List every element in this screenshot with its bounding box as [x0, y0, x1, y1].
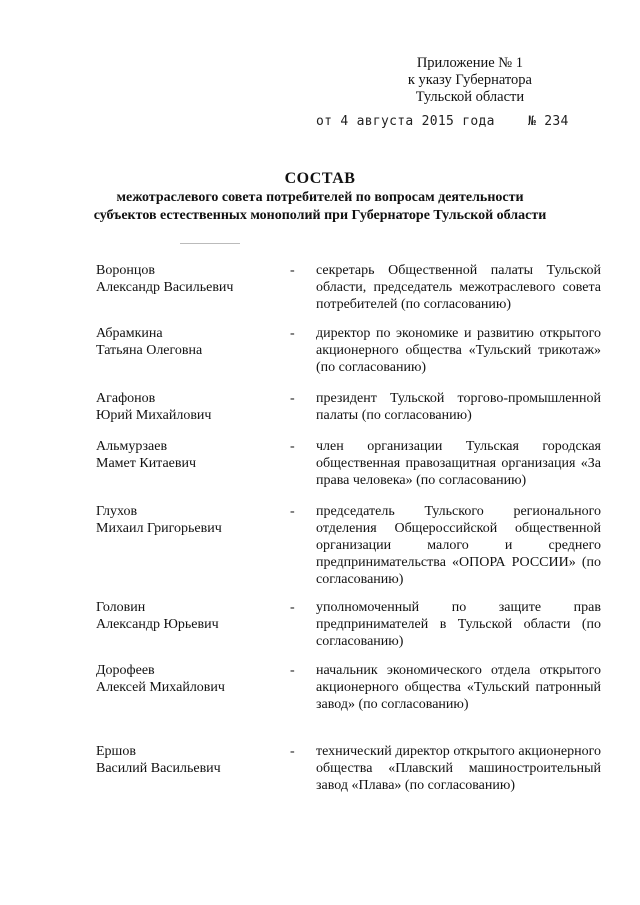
- member-role: председатель Тульского регионального отделения Общероссийской общественной организации малого и среднего предпринимательства «ОПОРА РОССИИ» (по согласованию): [316, 504, 601, 587]
- member-given-names: Татьяна Олеговна: [96, 343, 203, 358]
- member-dash: -: [290, 744, 295, 759]
- member-role: начальник экономического отдела открытого акционерного общества «Тульский патронный завод» (по согласованию): [316, 663, 601, 712]
- appendix-decree-ref: к указу Губернатора: [407, 72, 532, 88]
- member-surname: Головин: [96, 600, 146, 615]
- member-name: [96, 599, 276, 633]
- member-given-names: Мамет Китаевич: [96, 456, 197, 471]
- decree-date-stamp: [316, 114, 569, 129]
- appendix-block: [408, 55, 532, 106]
- appendix-region: Тульской области: [415, 89, 525, 105]
- member-dash: -: [290, 600, 295, 615]
- member-name: [96, 262, 276, 296]
- member-name: [96, 662, 276, 696]
- member-surname: Воронцов: [96, 263, 155, 278]
- member-given-names: Александр Васильевич: [96, 280, 234, 295]
- member-role: член организации Тульская городская общественная правозащитная организация «За права человека» (по согласованию): [316, 439, 601, 488]
- member-dash: -: [290, 663, 295, 678]
- member-role: директор по экономике и развитию открытого акционерного общества «Тульский трикотаж» (по согласованию): [316, 326, 601, 375]
- member-name: [96, 390, 276, 424]
- document-title: СОСТАВ: [284, 170, 356, 187]
- member-surname: Дорофеев: [96, 663, 155, 678]
- member-name: [96, 743, 276, 777]
- member-surname: Агафонов: [96, 391, 156, 406]
- appendix-number: Приложение № 1: [416, 55, 523, 71]
- member-role: президент Тульской торгово-промышленной палаты (по согласованию): [316, 391, 601, 423]
- member-role: технический директор открытого акционерного общества «Плавский машиностроительный завод «Плава» (по согласованию): [316, 744, 601, 793]
- member-role: уполномоченный по защите прав предпринимателей в Тульской области (по согласованию): [316, 600, 601, 649]
- member-surname: Абрамкина: [96, 326, 163, 341]
- member-role: секретарь Общественной палаты Тульской области, председатель межотраслевого совета потребителей (по согласованию): [316, 263, 601, 312]
- decree-date: от 4 августа 2015 года: [316, 114, 495, 129]
- member-dash: -: [290, 504, 295, 519]
- member-surname: Глухов: [96, 504, 138, 519]
- member-given-names: Михаил Григорьевич: [96, 521, 222, 536]
- member-surname: Альмурзаев: [96, 439, 168, 454]
- document-subtitle-line1: межотраслевого совета потребителей по вопросам деятельности: [116, 190, 524, 205]
- document-heading: [0, 169, 640, 225]
- heading-divider: [180, 243, 240, 244]
- member-dash: -: [290, 391, 295, 406]
- decree-number: № 234: [528, 114, 569, 129]
- member-given-names: Алексей Михайлович: [96, 680, 225, 695]
- member-dash: -: [290, 263, 295, 278]
- member-given-names: Александр Юрьевич: [96, 617, 219, 632]
- member-surname: Ершов: [96, 744, 136, 759]
- member-given-names: Юрий Михайлович: [96, 408, 212, 423]
- member-dash: -: [290, 439, 295, 454]
- member-given-names: Василий Васильевич: [96, 761, 221, 776]
- member-dash: -: [290, 326, 295, 341]
- member-name: [96, 503, 276, 537]
- member-name: [96, 325, 276, 359]
- document-subtitle-line2: субъектов естественных монополий при Губернаторе Тульской области: [93, 208, 547, 223]
- member-name: [96, 438, 276, 472]
